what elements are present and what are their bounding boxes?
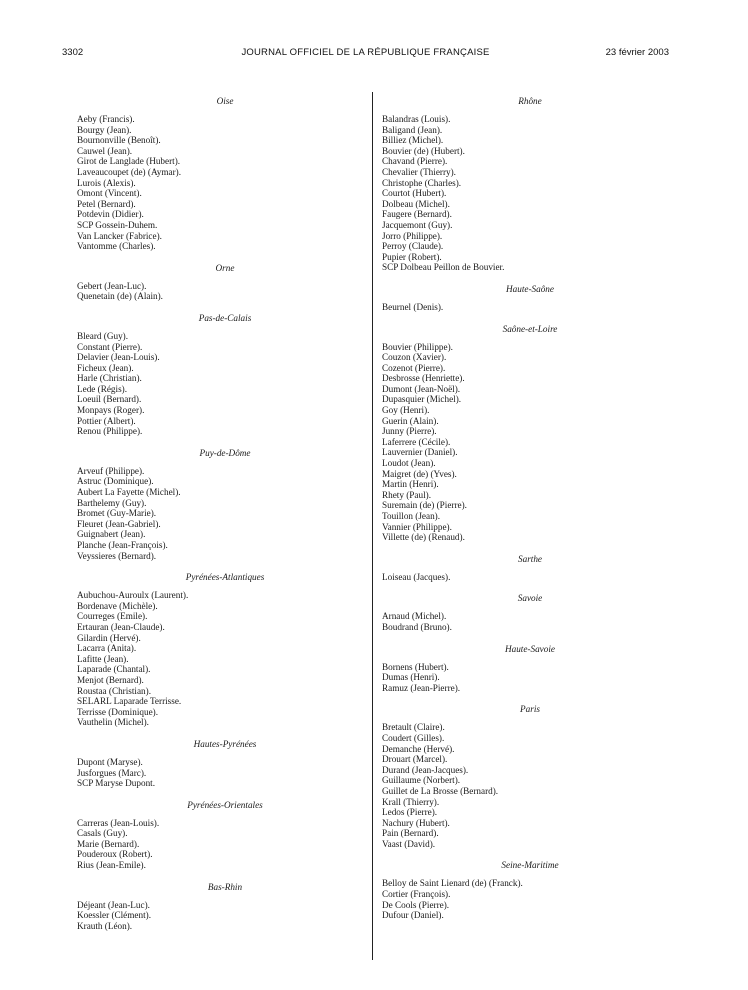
list-item: Bleard (Guy).: [77, 330, 129, 341]
list-item: Chavand (Pierre).: [382, 156, 448, 167]
list-item: Perroy (Claude).: [382, 241, 444, 252]
list-item: Roustaa (Christian).: [77, 685, 151, 696]
list-item: Laparade (Chantal).: [77, 664, 151, 675]
entry-list: [77, 590, 373, 728]
list-item: Gebert (Jean-Luc).: [77, 280, 147, 291]
list-item: Lede (Régis).: [77, 383, 128, 394]
entry-list: [382, 572, 678, 583]
page-header: [62, 47, 669, 61]
department-title: Pas-de-Calais: [198, 312, 252, 323]
list-item: Pain (Bernard).: [382, 828, 439, 839]
list-item: Goy (Henri).: [382, 405, 430, 416]
department-title: Oise: [216, 96, 234, 106]
entry-list: [382, 722, 678, 849]
list-item: Junny (Pierre).: [382, 426, 437, 437]
list-item: Fleuret (Jean-Gabriel).: [77, 518, 161, 529]
list-item: Dupasquier (Michel).: [382, 394, 462, 405]
list-item: Marie (Bernard).: [77, 838, 140, 849]
list-item: Krauth (Léon).: [77, 920, 133, 931]
entry-list: [382, 662, 678, 694]
entry-list: [382, 342, 678, 543]
entry-list: [382, 114, 678, 273]
list-item: Guerin (Alain).: [382, 415, 439, 426]
list-item: Menjot (Bernard).: [77, 674, 144, 685]
list-item: Coudert (Gilles).: [382, 732, 445, 743]
entry-list: [382, 878, 678, 920]
list-item: Terrisse (Dominique).: [77, 706, 158, 717]
list-item: Billiez (Michel).: [382, 135, 444, 146]
list-item: Drouart (Marcel).: [382, 754, 448, 765]
list-item: Balandras (Louis).: [382, 114, 451, 124]
page-number: 3302: [62, 47, 84, 58]
list-item: Bouvier (Philippe).: [382, 341, 453, 352]
list-item: Rhety (Paul).: [382, 489, 431, 500]
list-item: Carreras (Jean-Louis).: [77, 817, 160, 828]
list-item: Belloy de Saint Lienard (de) (Franck).: [382, 878, 523, 889]
department-title: Haute-Saône: [506, 283, 554, 294]
list-item: Martin (Henri).: [382, 479, 439, 490]
list-item: Ficheux (Jean).: [77, 362, 134, 373]
list-item: Veyssieres (Bernard).: [77, 550, 157, 561]
department-section: [382, 284, 678, 313]
list-item: Boudrand (Bruno).: [382, 621, 452, 632]
list-item: Dumont (Jean-Noël).: [382, 383, 461, 394]
list-item: Loiseau (Jacques).: [382, 571, 451, 582]
department-title: Orne: [215, 262, 235, 273]
list-item: Lurois (Alexis).: [77, 177, 136, 188]
list-item: Jusforgues (Marc).: [77, 767, 147, 778]
list-item: Beurnel (Denis).: [382, 301, 444, 312]
list-item: Jorro (Philippe).: [382, 230, 443, 241]
list-item: SCP Gossein-Duhem.: [77, 219, 158, 230]
list-item: Dufour (Daniel).: [382, 910, 444, 921]
list-item: Maigret (de) (Yves).: [382, 468, 457, 479]
entry-list: [382, 302, 678, 313]
entry-list: [77, 331, 373, 437]
list-item: Bournonville (Benoît).: [77, 135, 161, 146]
department-title: Saône-et-Loire: [502, 323, 558, 334]
list-item: Laferrere (Cécile).: [382, 436, 451, 447]
list-item: Lafitte (Jean).: [77, 653, 129, 664]
list-item: Dolbeau (Michel).: [382, 198, 450, 209]
department-section: [77, 263, 373, 302]
list-item: Koessler (Clément).: [77, 910, 151, 921]
list-item: Loudot (Jean).: [382, 458, 436, 469]
list-item: Vannier (Philippe).: [382, 521, 452, 532]
list-item: SELARL Laparade Terrisse.: [77, 696, 182, 707]
list-item: Bromet (Guy-Marie).: [77, 508, 157, 519]
department-section: [382, 644, 678, 694]
list-item: Courreges (Emile).: [77, 611, 148, 622]
department-title: Haute-Savoie: [504, 643, 555, 654]
list-item: Van Lancker (Fabrice).: [77, 230, 162, 241]
list-item: Lacarra (Anita).: [77, 643, 137, 654]
list-item: Pouderoux (Robert).: [77, 849, 153, 860]
list-item: Couzon (Xavier).: [382, 352, 447, 363]
department-title: Rhône: [518, 96, 542, 106]
list-item: De Cools (Pierre).: [382, 899, 450, 910]
entry-list: [77, 757, 373, 789]
list-item: Aubert La Fayette (Michel).: [77, 487, 181, 498]
list-item: Jacquemont (Guy).: [382, 219, 453, 230]
list-item: Chevalier (Thierry).: [382, 166, 456, 177]
list-item: Christophe (Charles).: [382, 177, 462, 188]
department-section: [77, 882, 373, 932]
list-item: Touillon (Jean).: [382, 511, 441, 521]
list-item: Vauthelin (Michel).: [77, 717, 149, 728]
department-title: Pyrénées-Orientales: [187, 799, 263, 810]
list-item: Déjeant (Jean-Luc).: [77, 899, 150, 910]
list-item: Bornens (Hubert).: [382, 661, 449, 672]
list-item: Durand (Jean-Jacques).: [382, 764, 469, 775]
department-section: [382, 593, 678, 632]
list-item: Arveuf (Philippe).: [77, 465, 145, 476]
department-section: [77, 572, 373, 728]
department-title: Pyrénées-Atlantiques: [185, 572, 265, 583]
department-section: [382, 324, 678, 543]
list-item: Cauwel (Jean).: [77, 145, 133, 156]
list-item: Renou (Philippe).: [77, 426, 143, 437]
list-item: Dupont (Maryse).: [77, 756, 143, 767]
list-item: Guignabert (Jean).: [77, 529, 146, 540]
list-item: Desbrosse (Henriette).: [382, 373, 465, 384]
list-item: Pottier (Albert).: [77, 415, 136, 426]
list-item: Krall (Thierry).: [382, 796, 440, 807]
entry-list: [77, 818, 373, 871]
list-item: Cozenot (Pierre).: [382, 362, 446, 373]
department-section: [382, 96, 678, 273]
list-item: Pupier (Robert).: [382, 251, 442, 262]
list-item: Astruc (Dominique).: [77, 476, 154, 487]
department-title: Savoie: [517, 593, 543, 604]
entry-list: [77, 900, 373, 932]
list-item: Baligand (Jean).: [382, 124, 443, 135]
department-section: [382, 860, 678, 920]
list-item: Guillet de La Brosse (Bernard).: [382, 785, 499, 796]
list-item: Lauvernier (Daniel).: [382, 447, 458, 458]
department-title: Seine-Maritime: [501, 860, 559, 871]
list-item: Ledos (Pierre).: [382, 807, 438, 818]
list-item: Courtot (Hubert).: [382, 188, 447, 199]
list-item: Ertauran (Jean-Claude).: [77, 621, 165, 632]
list-item: Planche (Jean-François).: [77, 540, 168, 550]
list-item: Aeby (Francis).: [77, 114, 135, 124]
list-item: Vantomme (Charles).: [77, 241, 156, 252]
journal-title: JOURNAL OFFICIEL DE LA RÉPUBLIQUE FRANÇAISE: [241, 47, 490, 58]
list-item: Omont (Vincent).: [77, 188, 142, 199]
list-item: Delavier (Jean-Louis).: [77, 352, 160, 363]
entry-list: [77, 114, 373, 252]
list-item: Harle (Christian).: [77, 373, 142, 384]
list-item: Bordenave (Michèle).: [77, 600, 158, 611]
list-item: Bouvier (de) (Hubert).: [382, 145, 465, 156]
list-item: Constant (Pierre).: [77, 341, 143, 352]
department-title: Puy-de-Dôme: [199, 447, 251, 458]
list-item: Vaast (David).: [382, 838, 436, 849]
list-item: Potdevin (Didier).: [77, 209, 144, 220]
list-item: Girot de Langlade (Hubert).: [77, 156, 181, 167]
list-item: Faugere (Bernard).: [382, 209, 452, 220]
list-item: Bretault (Claire).: [382, 722, 445, 733]
department-section: [77, 448, 373, 561]
department-title: Paris: [520, 704, 540, 715]
publication-date: 23 février 2003: [605, 47, 669, 58]
department-title: Sarthe: [518, 553, 542, 564]
list-item: Nachury (Hubert).: [382, 817, 450, 828]
department-title: Bas-Rhin: [207, 881, 243, 892]
list-item: Ramuz (Jean-Pierre).: [382, 682, 461, 693]
list-item: Bourgy (Jean).: [77, 124, 132, 135]
list-item: Cortier (François).: [382, 889, 451, 900]
list-item: Casals (Guy).: [77, 828, 128, 839]
left-column: [77, 96, 373, 931]
entry-list: [77, 466, 373, 561]
department-section: [77, 739, 373, 789]
entry-list: [382, 611, 678, 632]
list-item: Loeuil (Bernard).: [77, 394, 142, 405]
list-item: Arnaud (Michel).: [382, 611, 447, 622]
list-item: Rius (Jean-Emile).: [77, 860, 146, 871]
list-item: Barthelemy (Guy).: [77, 497, 147, 508]
list-item: Aubuchou-Auroulx (Laurent).: [77, 590, 189, 601]
list-item: Dumas (Henri).: [382, 672, 440, 683]
list-item: Demanche (Hervé).: [382, 743, 455, 754]
list-item: Villette (de) (Renaud).: [382, 532, 465, 543]
department-section: [77, 96, 373, 252]
list-item: Guillaume (Norbert).: [382, 775, 461, 786]
list-item: Petel (Bernard).: [77, 198, 136, 209]
department-title: Hautes-Pyrénées: [193, 738, 257, 749]
department-section: [382, 704, 678, 849]
department-section: [77, 313, 373, 437]
list-item: Quenetain (de) (Alain).: [77, 291, 163, 302]
entry-list: [77, 281, 373, 302]
department-section: [382, 554, 678, 583]
right-column: [382, 96, 678, 921]
department-section: [77, 800, 373, 871]
list-item: Laveaucoupet (de) (Aymar).: [77, 166, 181, 177]
list-item: Gilardin (Hervé).: [77, 632, 141, 643]
list-item: Suremain (de) (Pierre).: [382, 500, 467, 511]
list-item: SCP Dolbeau Peillon de Bouvier.: [382, 262, 505, 273]
list-item: Monpays (Roger).: [77, 405, 145, 416]
list-item: SCP Maryse Dupont.: [77, 778, 156, 789]
